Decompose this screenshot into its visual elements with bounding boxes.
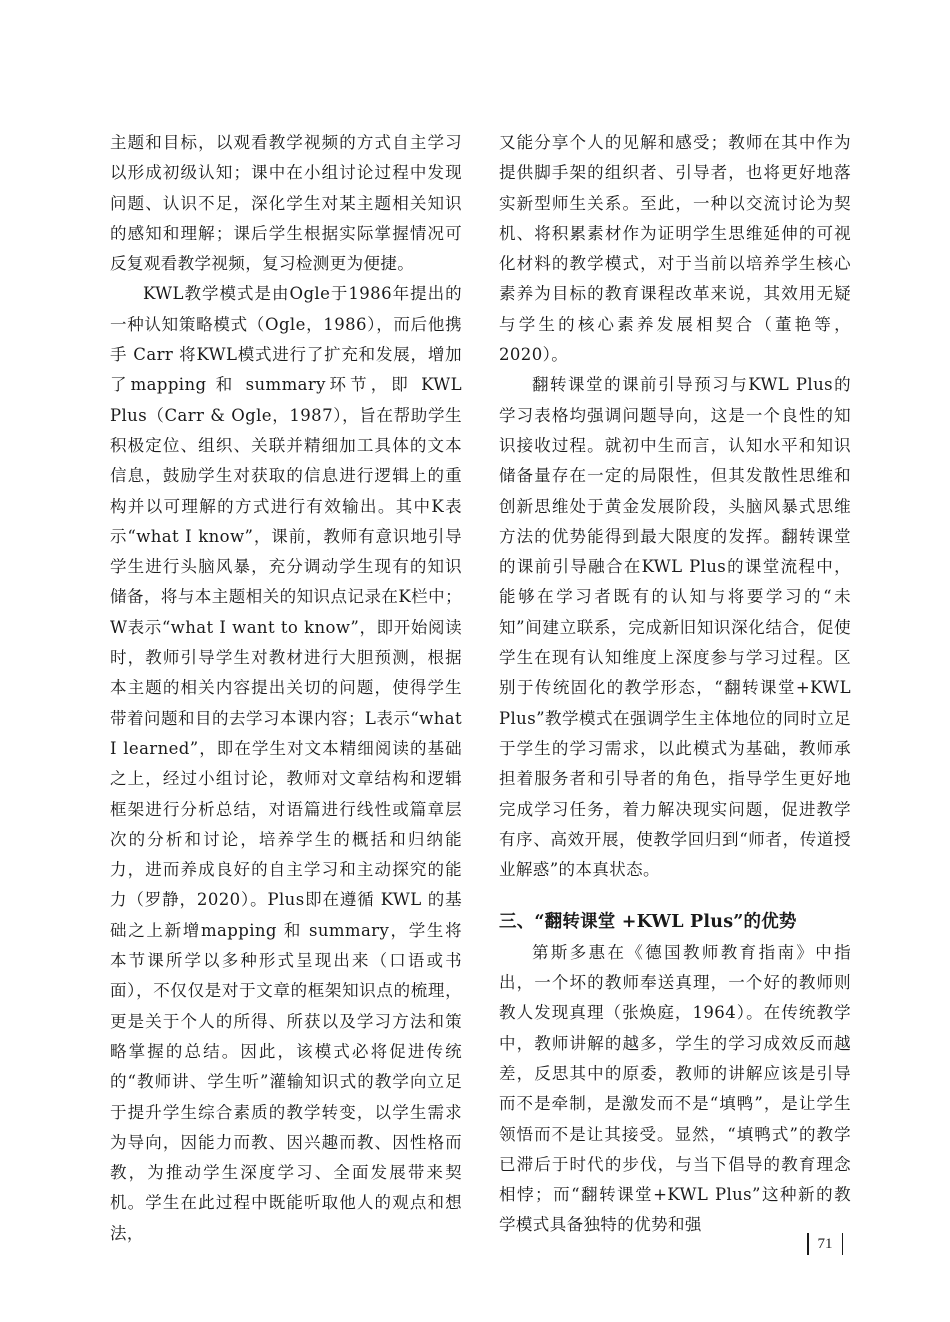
right-column [499,128,851,1241]
section-heading-advantages: 三、“翻转课堂 +KWL Plus”的优势 [499,912,797,933]
right-paragraph-continuation: 又能分享个人的见解和感受；教师在其中作为提供脚手架的组织者、引导者，也将更好地落实新型师生关系。至此，一种以交流讨论为契机、将积累素材作为证明学生思维延伸的可视化材料的教学模式，对于当前以培养学生核心素养为目标的教育课程改革来说，其效用无疑与学生的核心素养发展相契合（董艳等，2020）。 [499,133,851,365]
left-column [110,128,462,1249]
page-number: 71 [817,1235,833,1252]
right-paragraph-diesterweg: 第斯多惠在《德国教师教育指南》中指出，一个坏的教师奉送真理，一个好的教师则教人发现真理（张焕庭，1964）。在传统教学中，教师讲解的越多，学生的学习成效反而越差，反思其中的原委，教师的讲解应该是引导而不是牵制，是激发而不是“填鸭”，是让学生领悟而不是让其接受。显然，“填鸭式”的教学已滞后于时代的步伐，与当下倡导的教育理念相悖；而“翻转课堂+KWL Plus”这种新的教学模式具备独特的优势和强 [499,942,851,1235]
page-number-block [807,1232,843,1256]
left-paragraph-continuation: 主题和目标，以观看教学视频的方式自主学习以形成初级认知；课中在小组讨论过程中发现问题、认识不足，深化学生对某主题相关知识的感知和理解；课后学生根据实际掌握情况可反复观看教学视频，复习检测更为便捷。 [110,133,462,274]
right-paragraph-flipped-classroom: 翻转课堂的课前引导预习与KWL Plus的学习表格均强调问题导向，这是一个良性的知识接收过程。就初中生而言，认知水平和知识储备量存在一定的局限性，但其发散性思维和创新思维处于黄金发展阶段，头脑风暴式思维方法的优势能得到最大限度的发挥。翻转课堂的课前引导融合在KWL Plus的课堂流程中，能够在学习者既有的认知与将要学习的“未知”间建立联系，完成新旧知识深化结合，促使学生在现有认知维度上深度参与学习过程。区别于传统固化的教学形态，“翻转课堂+KWL Plus”教学模式在强调学生主体地位的同时立足于学生的学习需求，以此模式为基础，教师承担着服务者和引导者的角色，指导学生更好地完成学习任务，着力解决现实问题，促进教学有序、高效开展，使教学回归到“师者，传道授业解惑”的本真状态。 [499,375,851,880]
left-paragraph-kwl-model: KWL教学模式是由Ogle于1986年提出的一种认知策略模式（Ogle，1986），而后他携手 Carr 将KWL模式进行了扩充和发展，增加了mapping 和 summary环节，即 KWL Plus（Carr & Ogle，1987），旨在帮助学生积极定位、组织、关联并精细加工具体的文本信息，鼓励学生对获取的信息进行逻辑上的重构并以可理解的方式进行有效输出。其中K表示“what I know”，课前，教师有意识地引导学生进行头脑风暴，充分调动学生现有的知识储备，将与本主题相关的知识点记录在K栏中；W表示“what I want to know”，即开始阅读时，教师引导学生对教材进行大胆预测，根据本主题的相关内容提出关切的问题，使得学生带着问题和目的去学习本课内容；L表示“what I learned”，即在学生对文本精细阅读的基础之上，经过小组讨论，教师对文章结构和逻辑框架进行分析总结，对语篇进行线性或篇章层次的分析和讨论，培养学生的概括和归纳能力，进而养成良好的自主学习和主动探究的能力（罗静，2020）。Plus即在遵循 KWL 的基础之上新增mapping 和 summary，学生将本节课所学以多种形式呈现出来（口语或书面），不仅仅是对于文章的框架知识点的梳理，更是关于个人的所得、所获以及学习方法和策略掌握的总结。因此，该模式必将促进传统的“教师讲、学生听”灌输知识式的教学向立足于提升学生综合素质的教学转变，以学生需求为导向，因能力而教、因兴趣而教、因性格而教，为推动学生深度学习、全面发展带来契机。学生在此过程中既能听取他人的观点和想法， [110,284,462,1243]
page-number-right-rule [842,1233,844,1255]
